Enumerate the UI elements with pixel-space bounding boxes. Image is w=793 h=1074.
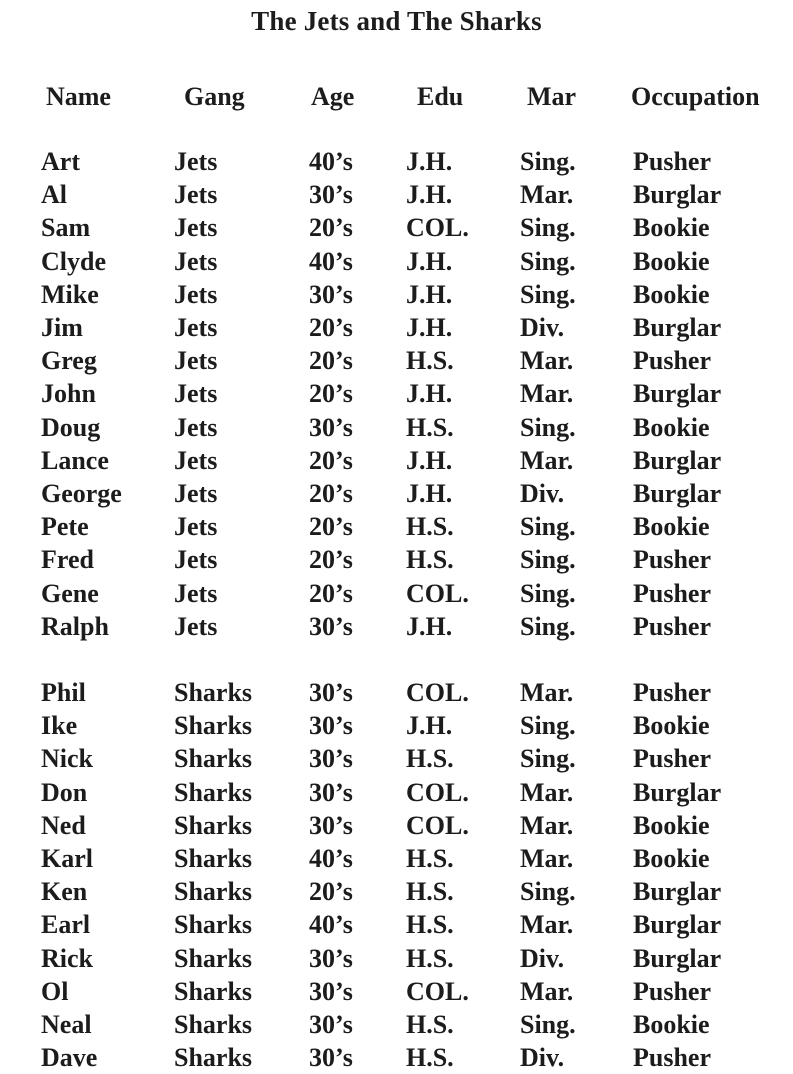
cell-name: Rick <box>41 943 93 973</box>
cell-gang: Jets <box>174 313 218 342</box>
table-row <box>0 709 793 742</box>
cell-edu: J.H. <box>406 611 453 641</box>
cell-name: Ralph <box>41 611 109 641</box>
cell-age: 30’s <box>309 976 353 1006</box>
table-row <box>0 1041 793 1074</box>
cell-occupation: Pusher <box>633 744 711 774</box>
cell-age: 30’s <box>309 1010 353 1039</box>
cell-edu: COL. <box>406 213 469 243</box>
table-row <box>0 377 793 410</box>
cell-edu: J.H. <box>406 279 453 309</box>
cell-mar: Div. <box>520 1043 565 1073</box>
cell-age: 30’s <box>309 1043 353 1073</box>
cell-mar: Mar. <box>520 976 574 1006</box>
cell-edu: H.S. <box>406 744 454 774</box>
cell-name: Neal <box>41 1010 92 1039</box>
cell-gang: Sharks <box>174 744 253 774</box>
cell-name: Pete <box>41 512 89 542</box>
cell-mar: Sing. <box>520 147 576 176</box>
cell-name: Doug <box>41 412 101 442</box>
cell-mar: Div. <box>520 479 565 508</box>
cell-name: Karl <box>41 844 93 873</box>
table-row <box>0 278 793 311</box>
cell-age: 20’s <box>309 213 353 243</box>
cell-name: Earl <box>41 910 91 940</box>
cell-edu: COL. <box>406 976 469 1006</box>
cell-occupation: Bookie <box>633 844 710 873</box>
cell-age: 30’s <box>309 777 353 807</box>
cell-age: 30’s <box>309 180 353 210</box>
cell-mar: Mar. <box>520 777 574 807</box>
cell-age: 30’s <box>309 744 353 774</box>
cell-name: Ned <box>41 810 86 840</box>
page-title: The Jets and The Sharks <box>251 6 542 36</box>
cell-name: Fred <box>41 545 94 575</box>
cell-age: 40’s <box>309 147 353 176</box>
column-header-mar: Mar <box>527 82 577 111</box>
cell-name: Clyde <box>41 246 106 276</box>
table-row <box>0 145 793 178</box>
column-header-edu: Edu <box>417 82 464 111</box>
cell-occupation: Pusher <box>633 147 711 176</box>
table-row <box>0 178 793 211</box>
cell-mar: Sing. <box>520 578 576 608</box>
cell-edu: H.S. <box>406 910 454 940</box>
cell-mar: Mar. <box>520 844 574 873</box>
cell-name: Ol <box>41 976 69 1006</box>
cell-age: 20’s <box>309 479 353 508</box>
cell-age: 20’s <box>309 379 353 409</box>
cell-mar: Mar. <box>520 810 574 840</box>
table-row <box>0 942 793 975</box>
table-row <box>0 1008 793 1041</box>
cell-occupation: Bookie <box>633 246 710 276</box>
column-header-occupation: Occupation <box>631 82 760 111</box>
table-row <box>0 344 793 377</box>
cell-age: 30’s <box>309 611 353 641</box>
cell-name: Al <box>41 180 67 210</box>
cell-name: Sam <box>41 213 91 243</box>
cell-occupation: Bookie <box>633 412 710 442</box>
cell-edu: COL. <box>406 678 469 707</box>
cell-age: 30’s <box>309 678 353 707</box>
cell-mar: Mar. <box>520 346 574 376</box>
cell-name: Ken <box>41 877 88 907</box>
cell-age: 20’s <box>309 346 353 376</box>
cell-gang: Jets <box>174 379 218 409</box>
cell-occupation: Bookie <box>633 711 710 741</box>
cell-edu: J.H. <box>406 379 453 409</box>
cell-name: Nick <box>41 744 93 774</box>
cell-gang: Sharks <box>174 777 253 807</box>
cell-mar: Sing. <box>520 1010 576 1039</box>
cell-name: John <box>41 379 96 409</box>
cell-occupation: Burglar <box>633 445 722 475</box>
cell-edu: H.S. <box>406 1043 454 1073</box>
cell-occupation: Burglar <box>633 313 722 342</box>
cell-edu: J.H. <box>406 147 453 176</box>
cell-edu: H.S. <box>406 943 454 973</box>
cell-gang: Sharks <box>174 711 253 741</box>
cell-edu: H.S. <box>406 877 454 907</box>
cell-mar: Mar. <box>520 445 574 475</box>
column-header-gang: Gang <box>184 82 245 111</box>
cell-edu: H.S. <box>406 1010 454 1039</box>
cell-mar: Sing. <box>520 412 576 442</box>
cell-gang: Jets <box>174 279 218 309</box>
cell-age: 40’s <box>309 844 353 873</box>
cell-gang: Jets <box>174 412 218 442</box>
cell-occupation: Pusher <box>633 346 711 376</box>
cell-mar: Sing. <box>520 213 576 243</box>
cell-name: Ike <box>41 711 78 741</box>
cell-age: 30’s <box>309 943 353 973</box>
cell-occupation: Bookie <box>633 279 710 309</box>
table-row <box>0 809 793 842</box>
cell-edu: H.S. <box>406 346 454 376</box>
table-row <box>0 477 793 510</box>
cell-mar: Div. <box>520 943 565 973</box>
cell-mar: Sing. <box>520 611 576 641</box>
cell-gang: Jets <box>174 346 218 376</box>
table-row <box>0 975 793 1008</box>
cell-edu: H.S. <box>406 412 454 442</box>
cell-edu: J.H. <box>406 479 453 508</box>
cell-gang: Sharks <box>174 1010 253 1039</box>
cell-name: Phil <box>41 678 86 707</box>
cell-occupation: Pusher <box>633 611 711 641</box>
table-row <box>0 543 793 576</box>
cell-occupation: Bookie <box>633 810 710 840</box>
cell-gang: Sharks <box>174 976 253 1006</box>
table-row <box>0 444 793 477</box>
cell-name: Dave <box>41 1043 98 1073</box>
cell-mar: Sing. <box>520 279 576 309</box>
cell-name: George <box>41 479 122 508</box>
cell-gang: Jets <box>174 246 218 276</box>
cell-gang: Sharks <box>174 1043 253 1073</box>
cell-gang: Jets <box>174 213 218 243</box>
cell-occupation: Burglar <box>633 877 722 907</box>
table-row <box>0 211 793 244</box>
cell-mar: Sing. <box>520 877 576 907</box>
cell-mar: Sing. <box>520 512 576 542</box>
cell-occupation: Pusher <box>633 678 711 707</box>
cell-gang: Jets <box>174 578 218 608</box>
cell-gang: Sharks <box>174 910 253 940</box>
cell-gang: Sharks <box>174 810 253 840</box>
cell-age: 40’s <box>309 246 353 276</box>
cell-gang: Jets <box>174 545 218 575</box>
table-row <box>0 842 793 875</box>
cell-age: 30’s <box>309 810 353 840</box>
cell-mar: Div. <box>520 313 565 342</box>
cell-name: Jim <box>41 313 83 342</box>
cell-name: Don <box>41 777 88 807</box>
cell-gang: Jets <box>174 611 218 641</box>
cell-age: 20’s <box>309 545 353 575</box>
table-row <box>0 577 793 610</box>
cell-occupation: Pusher <box>633 976 711 1006</box>
cell-gang: Jets <box>174 512 218 542</box>
cell-age: 30’s <box>309 711 353 741</box>
cell-edu: COL. <box>406 777 469 807</box>
table-row <box>0 676 793 709</box>
cell-age: 20’s <box>309 877 353 907</box>
cell-occupation: Burglar <box>633 910 722 940</box>
cell-mar: Sing. <box>520 545 576 575</box>
cell-mar: Sing. <box>520 246 576 276</box>
table-row <box>0 411 793 444</box>
cell-edu: COL. <box>406 578 469 608</box>
cell-edu: J.H. <box>406 180 453 210</box>
cell-occupation: Burglar <box>633 479 722 508</box>
cell-occupation: Burglar <box>633 180 722 210</box>
cell-name: Mike <box>41 279 99 309</box>
cell-occupation: Pusher <box>633 545 711 575</box>
cell-occupation: Bookie <box>633 213 710 243</box>
cell-edu: J.H. <box>406 711 453 741</box>
cell-mar: Mar. <box>520 910 574 940</box>
cell-gang: Sharks <box>174 844 253 873</box>
table-row <box>0 908 793 941</box>
cell-occupation: Pusher <box>633 1043 711 1073</box>
column-header-age: Age <box>311 82 355 111</box>
table-row <box>0 742 793 775</box>
cell-age: 20’s <box>309 512 353 542</box>
cell-occupation: Pusher <box>633 578 711 608</box>
table-row <box>0 510 793 543</box>
cell-edu: J.H. <box>406 246 453 276</box>
cell-age: 20’s <box>309 313 353 342</box>
cell-gang: Jets <box>174 147 218 176</box>
cell-occupation: Burglar <box>633 943 722 973</box>
cell-mar: Mar. <box>520 678 574 707</box>
cell-name: Lance <box>41 445 109 475</box>
cell-mar: Sing. <box>520 744 576 774</box>
cell-gang: Jets <box>174 445 218 475</box>
table-row <box>0 875 793 908</box>
cell-age: 30’s <box>309 279 353 309</box>
cell-mar: Mar. <box>520 379 574 409</box>
cell-age: 20’s <box>309 578 353 608</box>
table-row <box>0 245 793 278</box>
cell-name: Greg <box>41 346 97 376</box>
cell-mar: Sing. <box>520 711 576 741</box>
cell-age: 40’s <box>309 910 353 940</box>
column-header-name: Name <box>46 82 111 111</box>
cell-occupation: Burglar <box>633 379 722 409</box>
cell-mar: Mar. <box>520 180 574 210</box>
table-row <box>0 610 793 643</box>
cell-gang: Sharks <box>174 877 253 907</box>
cell-age: 30’s <box>309 412 353 442</box>
cell-gang: Jets <box>174 479 218 508</box>
table-row <box>0 311 793 344</box>
cell-name: Gene <box>41 578 99 608</box>
cell-occupation: Burglar <box>633 777 722 807</box>
cell-edu: H.S. <box>406 844 454 873</box>
cell-edu: H.S. <box>406 545 454 575</box>
table-row <box>0 776 793 809</box>
cell-name: Art <box>41 147 80 176</box>
cell-gang: Sharks <box>174 678 253 707</box>
cell-edu: J.H. <box>406 445 453 475</box>
cell-occupation: Bookie <box>633 512 710 542</box>
cell-edu: J.H. <box>406 313 453 342</box>
cell-edu: H.S. <box>406 512 454 542</box>
cell-edu: COL. <box>406 810 469 840</box>
cell-occupation: Bookie <box>633 1010 710 1039</box>
cell-gang: Jets <box>174 180 218 210</box>
cell-age: 20’s <box>309 445 353 475</box>
cell-gang: Sharks <box>174 943 253 973</box>
